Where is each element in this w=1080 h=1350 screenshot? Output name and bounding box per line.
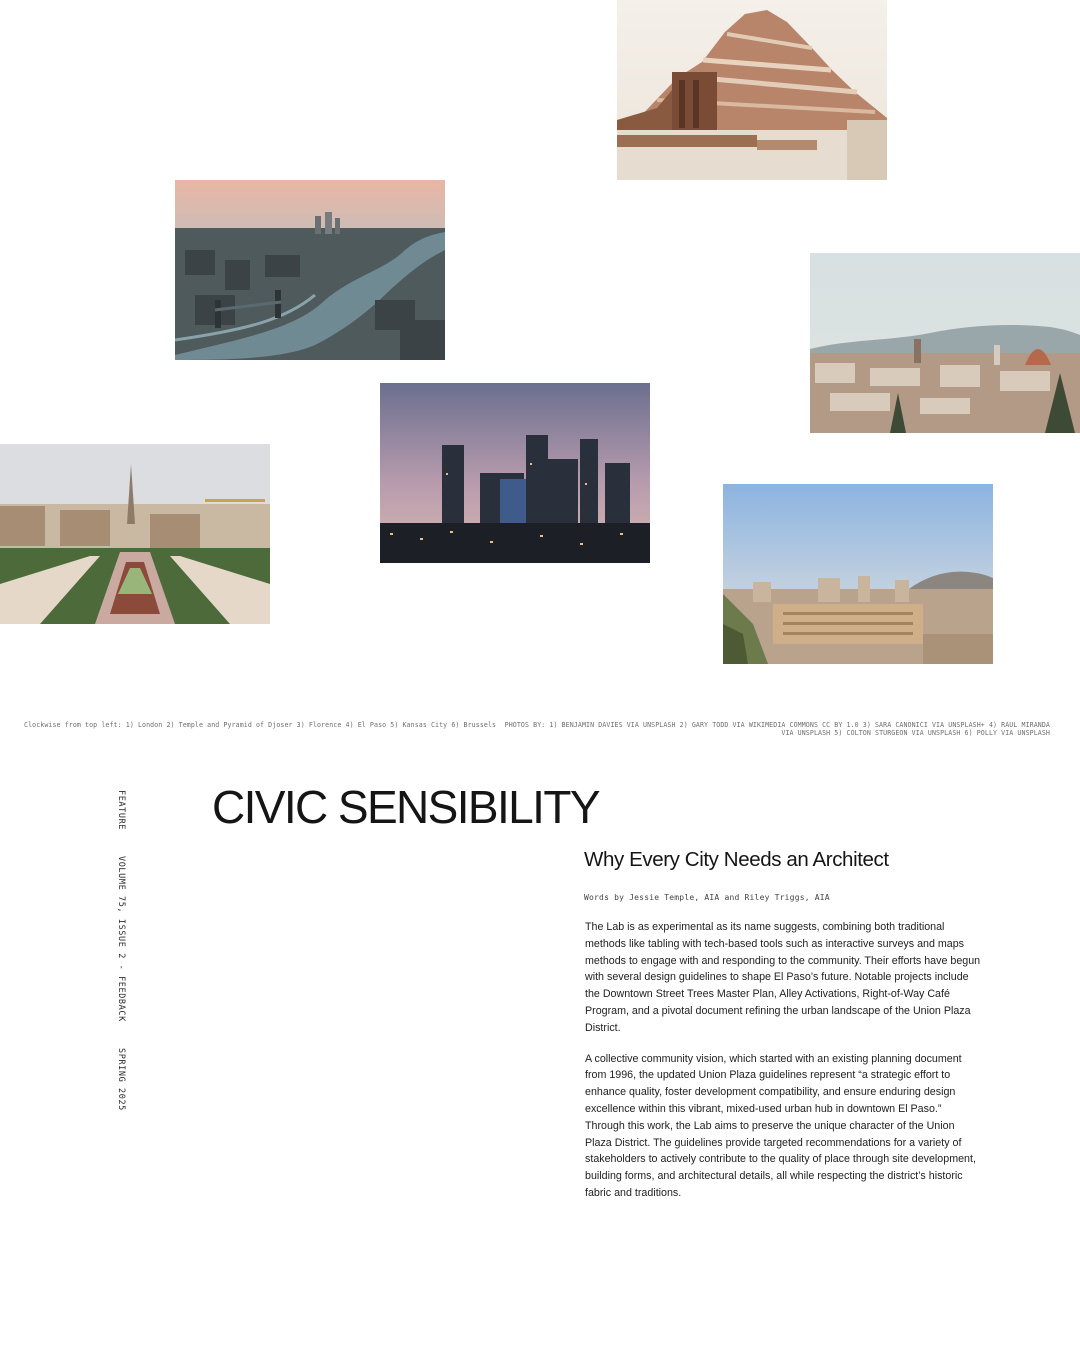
photo-florence [810,253,1080,433]
article-subtitle: Why Every City Needs an Architect [584,848,889,871]
photo-pyramid-of-djoser [617,0,887,180]
rail-section: FEATURE [116,790,126,831]
article-title: CIVIC SENSIBILITY [212,781,599,833]
photo-brussels [0,444,270,624]
photo-caption [24,721,1050,738]
article-paragraph-1: The Lab is as experimental as its name suggests, combining both traditional methods like tabling with tech-based tools such as interactive surveys and maps methods to engage with and responding to the community. Their efforts have begun with several design guidelines to shape El Paso’s future. Notable projects include the Downtown Street Trees Master Plan, Alley Activations, Right-of-Way Café Program, and a pivotal document refining the urban landscape of the Union Plaza District. [585,921,981,1034]
caption-credits-line-1: PHOTOS BY: 1) BENJAMIN DAVIES VIA UNSPLASH 2) GARY TODD VIA WIKIMEDIA COMMONS CC BY 1.0 3) SARA CANONICI VIA UNSPLASH+ 4) RAUL MIRANDA [504,721,1050,729]
rail-issue: VOLUME 75, ISSUE 2 - FEEDBACK [116,856,126,1022]
article-body [585,919,983,1216]
photo-el-paso [723,484,993,664]
caption-locations: Clockwise from top left: 1) London 2) Temple and Pyramid of Djoser 3) Florence 4) El Paso 5) Kansas City 6) Brussels [24,721,497,729]
rail-season: SPRING 2025 [116,1047,126,1111]
photo-london [175,180,445,360]
article-byline: Words by Jessie Temple, AIA and Riley Triggs, AIA [584,893,830,902]
side-rail [116,790,126,1111]
photo-kansas-city [380,383,650,563]
article-paragraph-2: A collective community vision, which started with an existing planning document from 1996, the updated Union Plaza guidelines represent “a strategic effort to enhance quality, foster development compatibility, and ensure enduring design excellence within this vibrant, mixed-used urban hub in downtown El Paso.” Through this work, the Lab aims to preserve the unique character of the Union Plaza District. The guidelines provide targeted recommendations for a variety of stakeholders to actively contribute to the quality of place through site development, building forms, and architectural details, all while respecting the district’s historic fabric and traditions. [585,1052,976,1199]
caption-credits-line-2: VIA UNSPLASH 5) COLTON STURGEON VIA UNSPLASH 6) POLLY VIA UNSPLASH [781,729,1050,738]
